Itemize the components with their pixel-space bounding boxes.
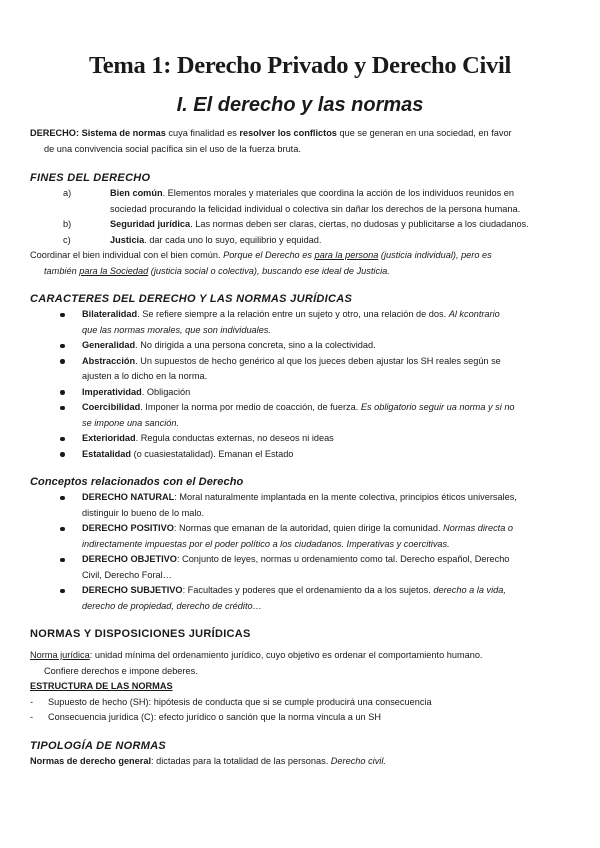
list-item	[30, 217, 570, 233]
bullet-icon	[60, 437, 65, 442]
bullet-icon	[60, 527, 65, 532]
bullet-icon	[60, 344, 65, 349]
list-marker: a)	[63, 188, 72, 198]
caracteres-heading: CARACTERES DEL DERECHO Y LAS NORMAS JURÍDICAS	[30, 293, 353, 305]
section-subtitle: I. El derecho y las normas	[176, 94, 424, 116]
list-item	[30, 710, 570, 726]
bullet-icon	[60, 359, 65, 364]
coordination-paragraph	[30, 248, 570, 264]
caracter-text: . Regula conductas externas, no deseos ni ideas	[135, 433, 334, 443]
fine-term: Bien común	[110, 188, 163, 198]
definition-text-1: cuya finalidad es	[165, 128, 240, 138]
caracter-italic: Es obligatorio seguir ua norma y si no	[360, 402, 515, 412]
concepto-italic-line2: indirectamente impuestas por el poder político a los ciudadanos. Imperativas y coercitivas.	[82, 538, 450, 549]
definition-term: DERECHO:	[30, 128, 80, 138]
coord-plain: Coordinar el bien individual con el bien común.	[30, 250, 224, 260]
list-item	[30, 431, 570, 447]
list-item	[30, 354, 570, 385]
definition-bold-1: Sistema de normas	[81, 128, 166, 138]
tipologia-italic: Derecho civil.	[330, 755, 386, 766]
list-item	[30, 521, 570, 552]
caracter-term: Coercibilidad	[82, 402, 141, 412]
concepto-text-line2: Civil, Derecho Foral…	[82, 569, 172, 580]
fine-text: . Elementos morales y materiales que coordina la acción de los individuos reunidos en	[162, 188, 514, 198]
concepto-text-line2: distinguir lo bueno de lo malo.	[82, 507, 205, 518]
estructura-text: Consecuencia jurídica (C): efecto jurídico o sanción que la norma vincula a un SH	[48, 712, 381, 722]
fine-term: Justicia	[110, 234, 145, 245]
caracteres-list	[30, 307, 570, 462]
caracter-italic-line2: que las normas morales, que son individuales.	[82, 324, 271, 335]
list-marker: b)	[63, 219, 72, 229]
norma-juridica-term: Norma jurídica	[30, 650, 90, 660]
list-item	[30, 490, 570, 521]
caracter-term: Exterioridad	[82, 433, 136, 443]
dash-marker: -	[30, 696, 34, 707]
concepto-italic: derecho a la vida,	[433, 585, 506, 595]
fine-text-line2: sociedad procurando la felicidad individual o colectiva sin dañar los derechos de la persona humana.	[110, 203, 521, 214]
dash-marker: -	[30, 712, 34, 722]
list-item	[30, 447, 570, 463]
tipologia-heading: TIPOLOGÍA DE NORMAS	[30, 739, 167, 752]
coordination-line-2	[30, 264, 570, 280]
normas-heading: NORMAS Y DISPOSICIONES JURÍDICAS	[30, 628, 251, 640]
caracter-italic-line2: se impone una sanción.	[82, 417, 180, 428]
concepto-italic-line2: derecho de propiedad, derecho de crédito…	[82, 600, 262, 611]
caracter-text-line2: ajusten a lo dicho en la norma.	[82, 371, 208, 381]
coord-italic-3: también	[44, 265, 80, 276]
definition-line-2: de una convivencia social pacífica sin el uso de la fuerza bruta.	[44, 143, 301, 154]
concepto-text: : Conjunto de leyes, normas u ordenamiento como tal. Derecho español, Derecho	[176, 554, 510, 564]
bullet-icon	[60, 313, 65, 318]
coord-underline-2: para la Sociedad	[79, 265, 149, 276]
list-item	[30, 583, 570, 614]
caracter-text: (o cuasiestatalidad). Emanan el Estado	[131, 448, 294, 459]
list-marker: c)	[63, 234, 71, 245]
derecho-definition	[30, 126, 570, 142]
bullet-icon	[60, 496, 65, 501]
list-item	[30, 233, 570, 249]
fines-list	[30, 186, 570, 248]
coord-italic-4: (justicia social o colectiva), buscando ese ideal de Justicia.	[148, 265, 390, 276]
bullet-icon	[60, 406, 65, 411]
list-item	[30, 338, 570, 354]
coord-underline-1: para la persona	[314, 250, 379, 260]
concepto-term: DERECHO SUBJETIVO	[82, 585, 183, 595]
document-title: Tema 1: Derecho Privado y Derecho Civil	[89, 52, 511, 79]
caracter-text: . Obligación	[141, 386, 191, 397]
list-item	[30, 307, 570, 338]
caracter-text: . Se refiere siempre a la relación entre un sujeto y otro, una relación de dos.	[137, 309, 449, 319]
definition-bold-2: resolver los conflictos	[239, 128, 337, 138]
list-item	[30, 385, 570, 401]
estructura-list	[30, 695, 570, 726]
caracter-text: . Imponer la norma por medio de coacción, de fuerza.	[140, 402, 361, 412]
caracter-text: . Un supuestos de hecho genérico al que los jueces deben ajustar los SH reales según se	[135, 355, 501, 366]
tipologia-text: : dictadas para la totalidad de las personas.	[151, 755, 331, 766]
concepto-italic: Normas directa o	[443, 523, 513, 533]
fine-text: . dar cada uno lo suyo, equilibrio y equidad.	[144, 234, 322, 245]
concepto-text: : Facultades y poderes que el ordenamiento da a los sujetos.	[182, 585, 434, 595]
concepto-term: DERECHO POSITIVO	[82, 523, 174, 533]
tipologia-term: Normas de derecho general	[30, 755, 152, 766]
concepto-term: DERECHO NATURAL	[82, 492, 175, 502]
caracter-term: Bilateralidad	[82, 309, 138, 319]
fines-heading: FINES DEL DERECHO	[30, 172, 151, 184]
caracter-term: Generalidad	[82, 340, 136, 350]
tipologia-paragraph	[30, 754, 570, 770]
concepto-term: DERECHO OBJETIVO	[82, 554, 177, 564]
concepto-text: : Moral naturalmente implantada en la mente colectiva, principios éticos universales,	[174, 492, 517, 502]
estructura-text: Supuesto de hecho (SH): hipótesis de conducta que si se cumple producirá una consecuencia	[48, 696, 432, 707]
fine-term: Seguridad jurídica	[110, 219, 191, 229]
estructura-heading: ESTRUCTURA DE LAS NORMAS	[30, 681, 173, 691]
conceptos-list	[30, 490, 570, 614]
list-item	[30, 695, 570, 711]
norma-juridica-text: : unidad mínima del ordenamiento jurídico, cuyo objetivo es ordenar el comportamiento humano.	[89, 650, 483, 660]
list-item	[30, 400, 570, 431]
norma-juridica-line-2: Confiere derechos e impone deberes.	[44, 665, 198, 676]
definition-text-2: que se generan en una sociedad, en favor	[336, 128, 512, 138]
caracter-term: Abstracción	[82, 355, 136, 366]
list-item	[30, 186, 570, 217]
bullet-icon	[60, 558, 65, 563]
caracter-term: Imperatividad	[82, 386, 142, 397]
coord-italic-2: (justicia individual), pero es	[378, 250, 492, 260]
bullet-icon	[60, 589, 65, 594]
bullet-icon	[60, 390, 65, 395]
fine-text: . Las normas deben ser claras, ciertas, no dudosas y publicitarse a los ciudadanos.	[190, 219, 529, 229]
caracter-italic: Al kcontrario	[448, 309, 500, 319]
list-item	[30, 552, 570, 583]
caracter-text: . No dirigida a una persona concreta, sino a la colectividad.	[135, 340, 376, 350]
norma-juridica-paragraph	[30, 648, 570, 664]
concepto-text: : Normas que emanan de la autoridad, quien dirige la comunidad.	[173, 523, 444, 533]
conceptos-heading: Conceptos relacionados con el Derecho	[30, 476, 244, 488]
coord-italic-1: Porque el Derecho es	[223, 250, 315, 260]
caracter-term: Estatalidad	[82, 448, 132, 459]
bullet-icon	[60, 452, 65, 457]
